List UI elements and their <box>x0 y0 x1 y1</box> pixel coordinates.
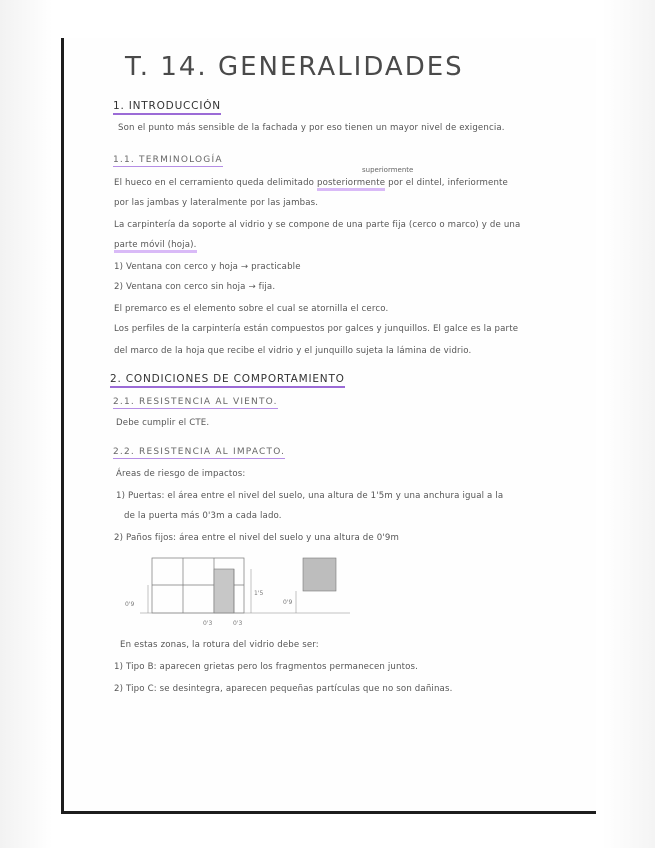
impacto-line-3: de la puerta más 0'3m a cada lado. <box>124 511 282 521</box>
terminology-line-8: Los perfiles de la carpintería están compuestos por galces y junquillos. El galce es la parte <box>114 324 519 334</box>
impacto-line-1: Áreas de riesgo de impactos: <box>116 469 246 479</box>
section-heading-introduccion: 1. INTRODUCCIÓN <box>113 100 221 112</box>
terminology-line-5: 1) Ventana con cerco y hoja → practicable <box>114 262 301 272</box>
page-bottom-edge <box>61 811 596 814</box>
section-heading-condiciones: 2. CONDICIONES DE COMPORTAMIENTO <box>110 373 345 385</box>
terminology-line-1a: El hueco en el cerramiento queda delimitado <box>114 178 315 188</box>
label-right-height: 0'9 <box>283 599 293 606</box>
impacto-line-4: 2) Paños fijos: área entre el nivel del suelo y una altura de 0'9m <box>114 533 399 543</box>
fixed-pane-impact-zone <box>303 558 336 591</box>
section-heading-terminologia: 1.1. TERMINOLOGÍA <box>113 155 223 165</box>
page-title: T. 14. GENERALIDADES <box>125 52 464 82</box>
terminology-line-4 <box>114 240 197 250</box>
intro-text-line: Son el punto más sensible de la fachada y por eso tienen un mayor nivel de exigencia. <box>118 123 505 133</box>
terminology-line-1 <box>114 178 508 188</box>
label-bottom-1: 0'3 <box>203 620 213 627</box>
terminology-line-4-text: parte móvil (hoja). <box>114 240 197 253</box>
label-mid-height: 1'5 <box>254 590 264 597</box>
terminology-line-1b: posteriormente <box>317 178 385 191</box>
terminology-line-1c: por el dintel, inferiormente <box>388 178 508 188</box>
rotura-line-2: 1) Tipo B: aparecen grietas pero los fragmentos permanecen juntos. <box>114 662 419 672</box>
page-left-edge <box>61 38 64 813</box>
rotura-line-3: 2) Tipo C: se desintegra, aparecen pequeñas partículas que no son dañinas. <box>114 684 453 694</box>
terminology-line-6: 2) Ventana con cerco sin hoja → fija. <box>114 282 276 292</box>
terminology-line-9: del marco de la hoja que recibe el vidrio y el junquillo sujeta la lámina de vidrio. <box>114 346 472 356</box>
door-impact-zone <box>214 569 234 613</box>
label-left-height: 0'9 <box>125 601 135 608</box>
terminology-line-2: por las jambas y lateralmente por las jambas. <box>114 198 319 208</box>
impact-zone-diagram <box>120 555 350 635</box>
viento-text-line: Debe cumplir el CTE. <box>116 418 210 428</box>
section-heading-viento: 2.1. RESISTENCIA AL VIENTO. <box>113 397 278 407</box>
terminology-line-3: La carpintería da soporte al vidrio y se compone de una parte fija (cerco o marco) y de una <box>114 220 521 230</box>
rotura-line-1: En estas zonas, la rotura del vidrio debe ser: <box>120 640 319 650</box>
superscript-note: superiormente <box>362 166 414 174</box>
impacto-line-2: 1) Puertas: el área entre el nivel del suelo, una altura de 1'5m y una anchura igual a la <box>116 491 504 501</box>
section-heading-impacto: 2.2. RESISTENCIA AL IMPACTO. <box>113 447 286 457</box>
label-bottom-2: 0'3 <box>233 620 243 627</box>
terminology-line-7: El premarco es el elemento sobre el cual se atornilla el cerco. <box>114 304 389 314</box>
